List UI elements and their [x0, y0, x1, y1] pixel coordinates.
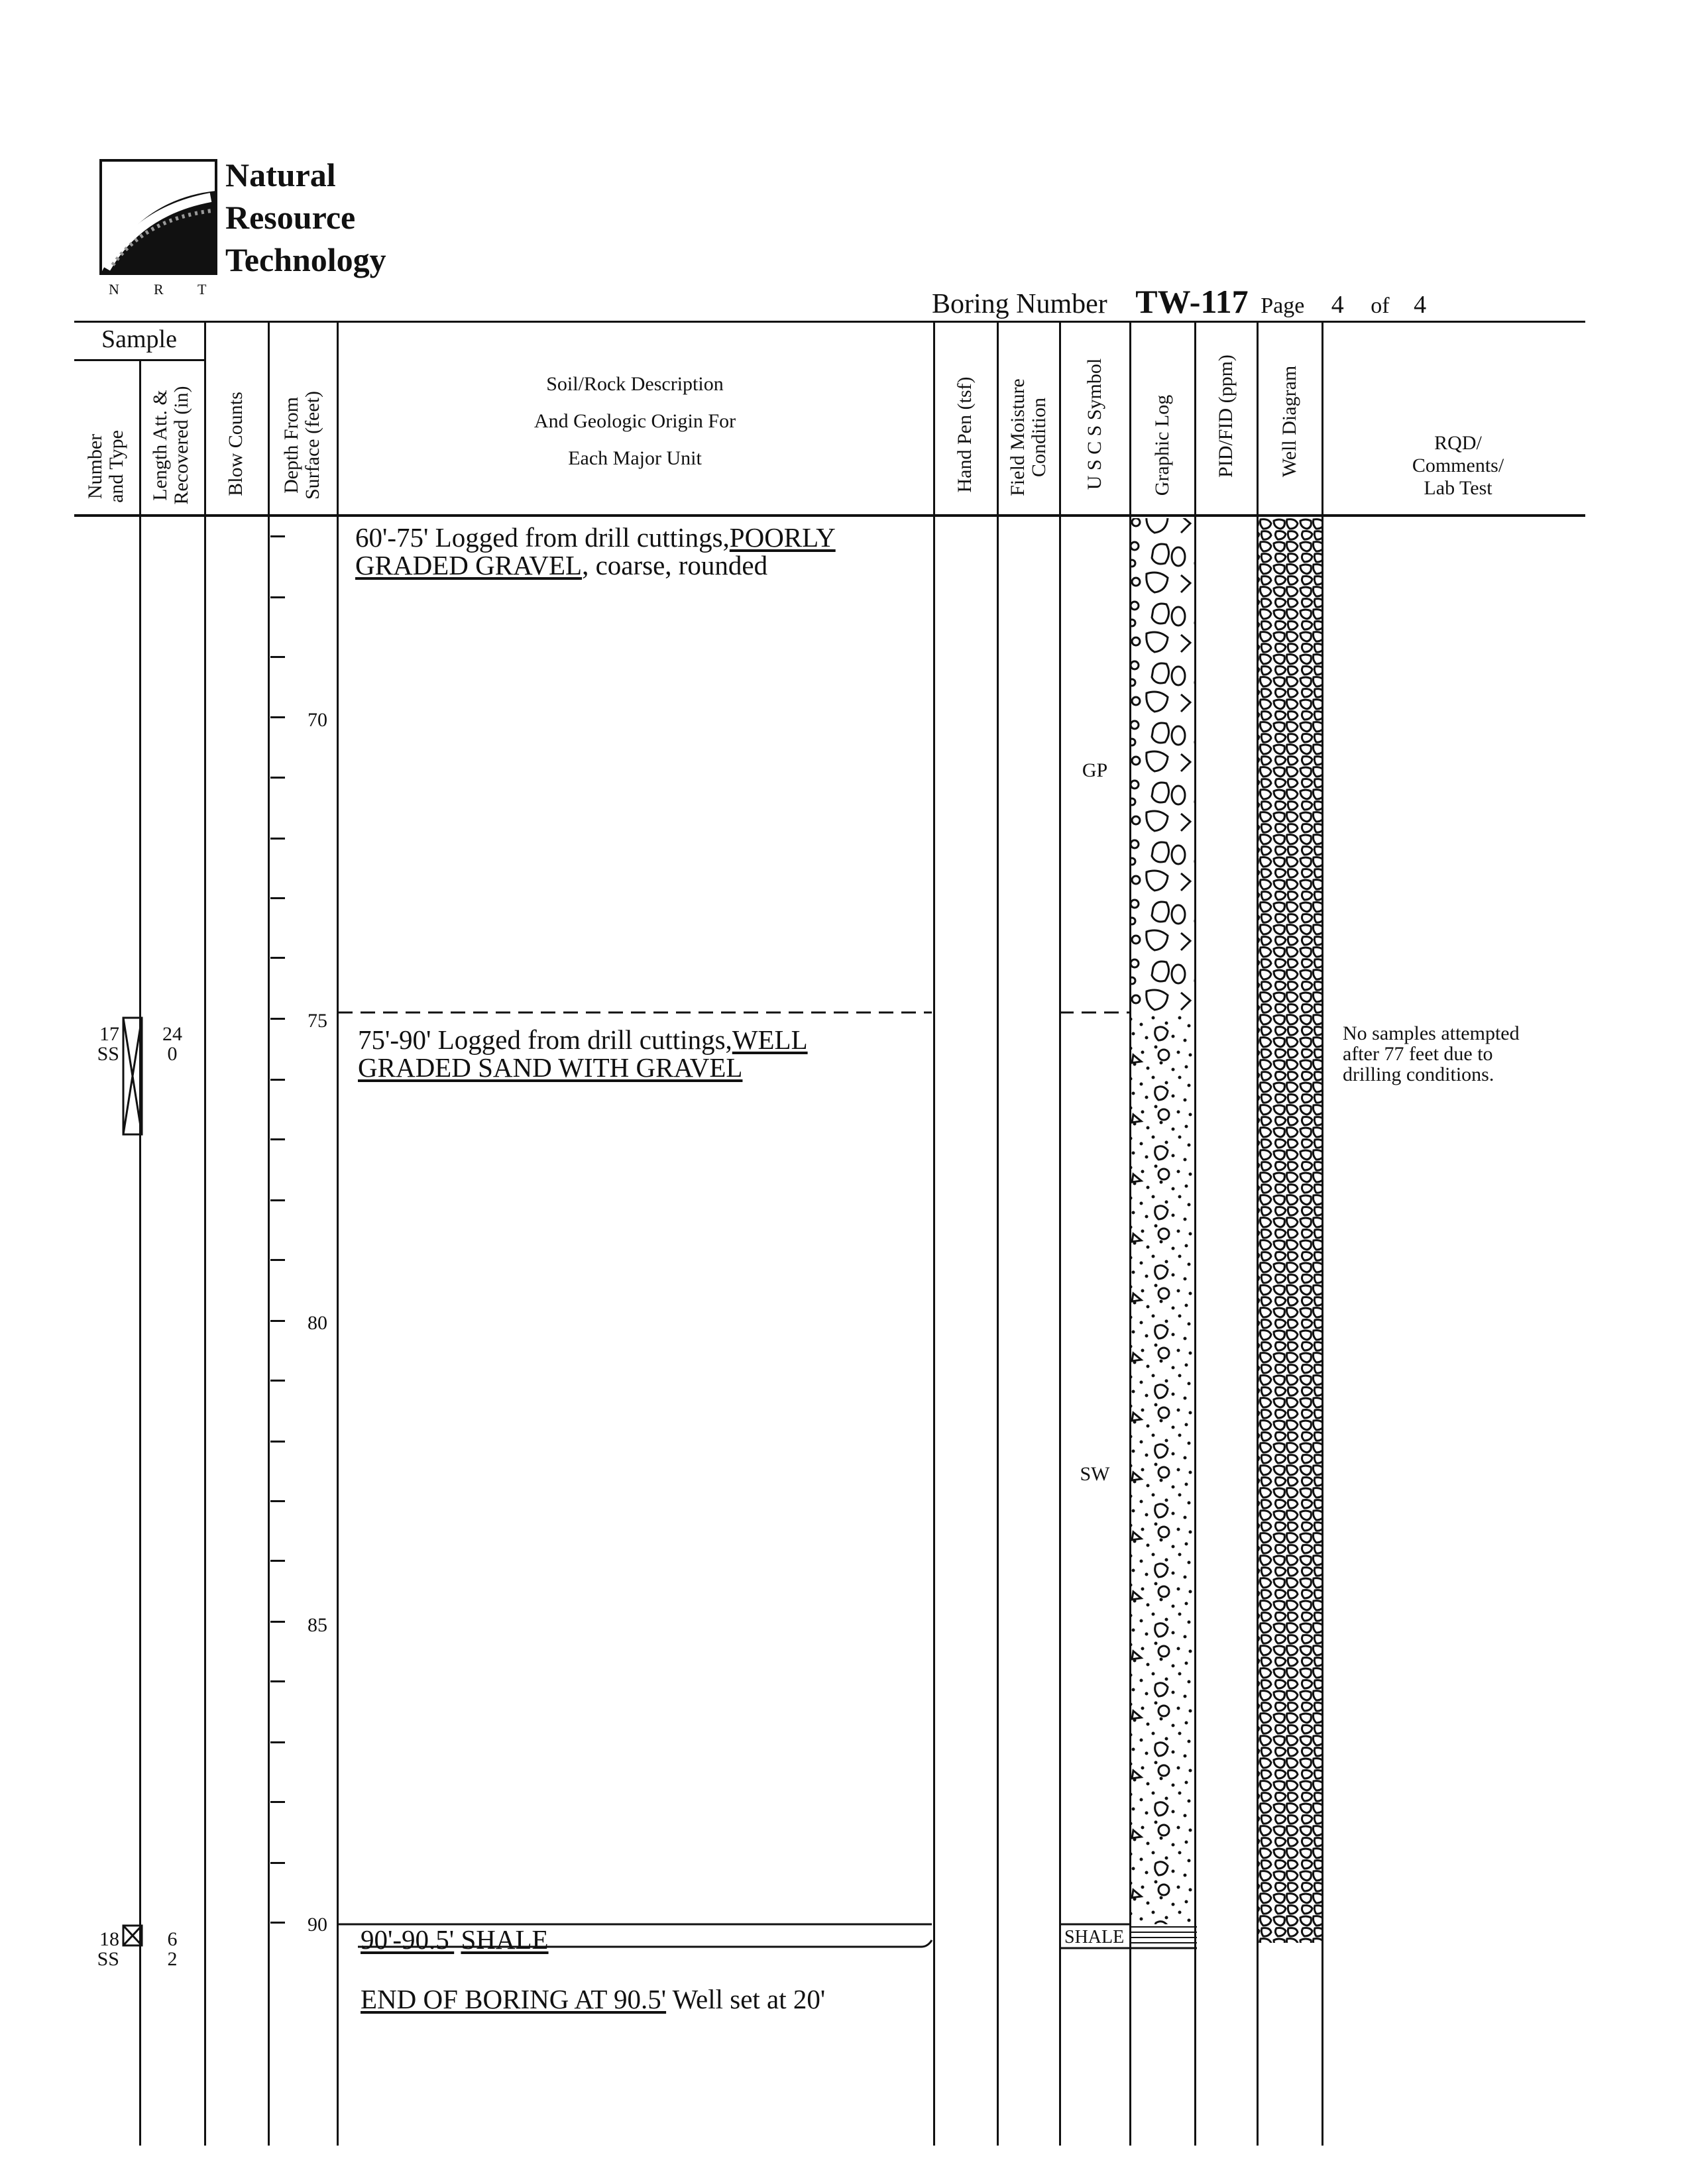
uscs-shale: SHALE	[1064, 1927, 1125, 1947]
header-hand-pen: Hand Pen (tsf)	[954, 376, 976, 493]
depth-tick	[270, 1922, 285, 1924]
header-top-rule	[74, 321, 1585, 323]
unit-shale-description	[361, 1926, 930, 1953]
depth-tick	[270, 1500, 285, 1502]
depth-tick	[270, 957, 285, 959]
depth-tick	[270, 1199, 285, 1201]
sample-18-id	[74, 1930, 119, 1969]
depth-label-70: 70	[308, 709, 327, 731]
header-text: RQD/	[1434, 432, 1482, 454]
header-well: Well Diagram	[1278, 365, 1300, 478]
depth-label-75: 75	[308, 1010, 327, 1032]
header-graphic-log: Graphic Log	[1151, 394, 1173, 496]
depth-label-85: 85	[308, 1614, 327, 1636]
company-line-1: Natural	[225, 156, 336, 193]
header-text: Recovered (in)	[170, 386, 192, 505]
header-text: Field Moisture	[1007, 378, 1029, 496]
header-text: Lab Test	[1424, 477, 1492, 499]
header-pid: PID/FID (ppm)	[1215, 355, 1237, 478]
sample-number: 17	[99, 1023, 119, 1045]
depth-tick	[270, 596, 285, 598]
depth-tick	[270, 535, 285, 537]
desc-soil-name: GRADED GRAVEL	[355, 550, 583, 580]
header-text: And Geologic Origin For	[534, 410, 736, 432]
depth-tick	[270, 1259, 285, 1261]
sample-type: SS	[97, 1948, 119, 1970]
length-recovered: 2	[167, 1948, 178, 1970]
end-of-boring-text: END OF BORING AT 90.5'	[361, 1984, 667, 2014]
comment-line: after 77 feet due to	[1343, 1043, 1493, 1065]
page-number: 4	[1331, 291, 1344, 319]
initial-t: T	[197, 281, 207, 298]
depth-tick	[270, 1741, 285, 1743]
gravel-pattern	[1131, 518, 1196, 1011]
comment-line: drilling conditions.	[1343, 1064, 1494, 1085]
page-label: Page	[1261, 294, 1305, 318]
sample-type: SS	[97, 1043, 119, 1065]
depth-tick	[270, 1138, 285, 1140]
col-divider	[1257, 321, 1259, 2146]
col-divider	[1194, 321, 1196, 2146]
header-text: Depth From	[280, 397, 302, 494]
header-text: Surface (feet)	[302, 390, 323, 500]
header-text: Number	[84, 433, 106, 500]
depth-tick	[270, 1621, 285, 1623]
company-line-3: Technology	[225, 241, 386, 278]
sample-18-length	[140, 1930, 204, 1969]
comment-no-samples	[1343, 1023, 1520, 1085]
depth-label-80: 80	[308, 1312, 327, 1334]
desc-text: 90'-90.5'	[361, 1924, 455, 1955]
depth-tick	[270, 1441, 285, 1443]
page-total: 4	[1414, 291, 1427, 319]
col-divider	[997, 321, 999, 2146]
boring-number: TW-117	[1135, 283, 1249, 320]
depth-tick	[270, 1680, 285, 1682]
end-of-boring-note	[361, 1985, 930, 2013]
desc-soil-name: POORLY	[729, 522, 836, 553]
header-description	[337, 366, 933, 477]
depth-label-90: 90	[308, 1914, 327, 1936]
col-divider	[268, 321, 270, 2146]
well-set-text: Well set at 20'	[666, 1984, 826, 2014]
header-rqd	[1332, 432, 1584, 500]
boring-header	[932, 282, 1426, 321]
depth-tick	[270, 838, 285, 840]
well-backfill-pattern	[1257, 518, 1322, 1943]
shale-pattern	[1131, 1927, 1197, 1943]
sample-17-length	[140, 1024, 204, 1064]
unit-sand-description	[358, 1026, 928, 1081]
sample-number: 18	[99, 1928, 119, 1950]
sand-pattern	[1131, 1013, 1196, 1924]
company-logo	[101, 160, 216, 274]
col-divider	[933, 321, 935, 2146]
col-divider	[139, 359, 141, 2146]
desc-soil-name: GRADED SAND WITH GRAVEL	[358, 1052, 743, 1083]
header-text: Condition	[1028, 398, 1050, 478]
header-text: and Type	[105, 430, 127, 503]
initial-r: R	[154, 281, 164, 298]
col-divider	[337, 321, 339, 2146]
depth-tick	[270, 897, 285, 899]
depth-tick	[270, 1380, 285, 1382]
comment-line: No samples attempted	[1343, 1022, 1520, 1044]
depth-tick	[270, 1320, 285, 1322]
header-moisture	[1007, 378, 1050, 496]
depth-tick	[270, 716, 285, 718]
header-text: Each Major Unit	[568, 447, 702, 469]
company-line-2: Resource	[225, 199, 356, 236]
desc-soil-name: WELL	[732, 1024, 808, 1055]
header-length	[150, 386, 192, 504]
desc-text: 75'-90' Logged from drill cuttings,	[358, 1024, 732, 1055]
depth-tick	[270, 777, 285, 779]
initial-n: N	[109, 281, 119, 298]
company-name	[225, 154, 386, 281]
header-text: Comments/	[1412, 455, 1504, 476]
depth-tick	[270, 1862, 285, 1864]
desc-text: 60'-75' Logged from drill cuttings,	[355, 522, 730, 553]
header-text: Soil/Rock Description	[546, 373, 724, 395]
header-text: Length Att. &	[149, 390, 171, 501]
sample-17-id	[74, 1024, 119, 1064]
header-bottom-rule	[74, 514, 1585, 517]
col-divider	[204, 321, 206, 2146]
depth-tick	[270, 1018, 285, 1020]
depth-tick	[270, 656, 285, 658]
of-label: of	[1371, 294, 1390, 318]
col-divider	[1129, 321, 1131, 2146]
depth-tick	[270, 1079, 285, 1081]
header-depth	[281, 391, 323, 500]
length-attempted: 6	[167, 1928, 178, 1950]
uscs-gp: GP	[1082, 759, 1108, 781]
header-number-type	[85, 430, 127, 503]
col-divider	[1321, 321, 1323, 2146]
uscs-sw: SW	[1080, 1463, 1110, 1485]
boring-label: Boring Number	[932, 289, 1107, 319]
header-blow-counts: Blow Counts	[225, 392, 247, 496]
unit-gravel-description	[355, 523, 925, 579]
desc-text: , coarse, rounded	[582, 550, 768, 580]
depth-tick	[270, 1560, 285, 1562]
desc-soil-name: SHALE	[461, 1924, 549, 1955]
header-uscs: U S C S Symbol	[1084, 358, 1105, 490]
depth-tick	[270, 1801, 285, 1803]
length-attempted: 24	[162, 1023, 182, 1045]
length-recovered: 0	[167, 1043, 178, 1065]
col-divider	[1059, 321, 1061, 2146]
header-sample: Sample	[101, 325, 177, 353]
